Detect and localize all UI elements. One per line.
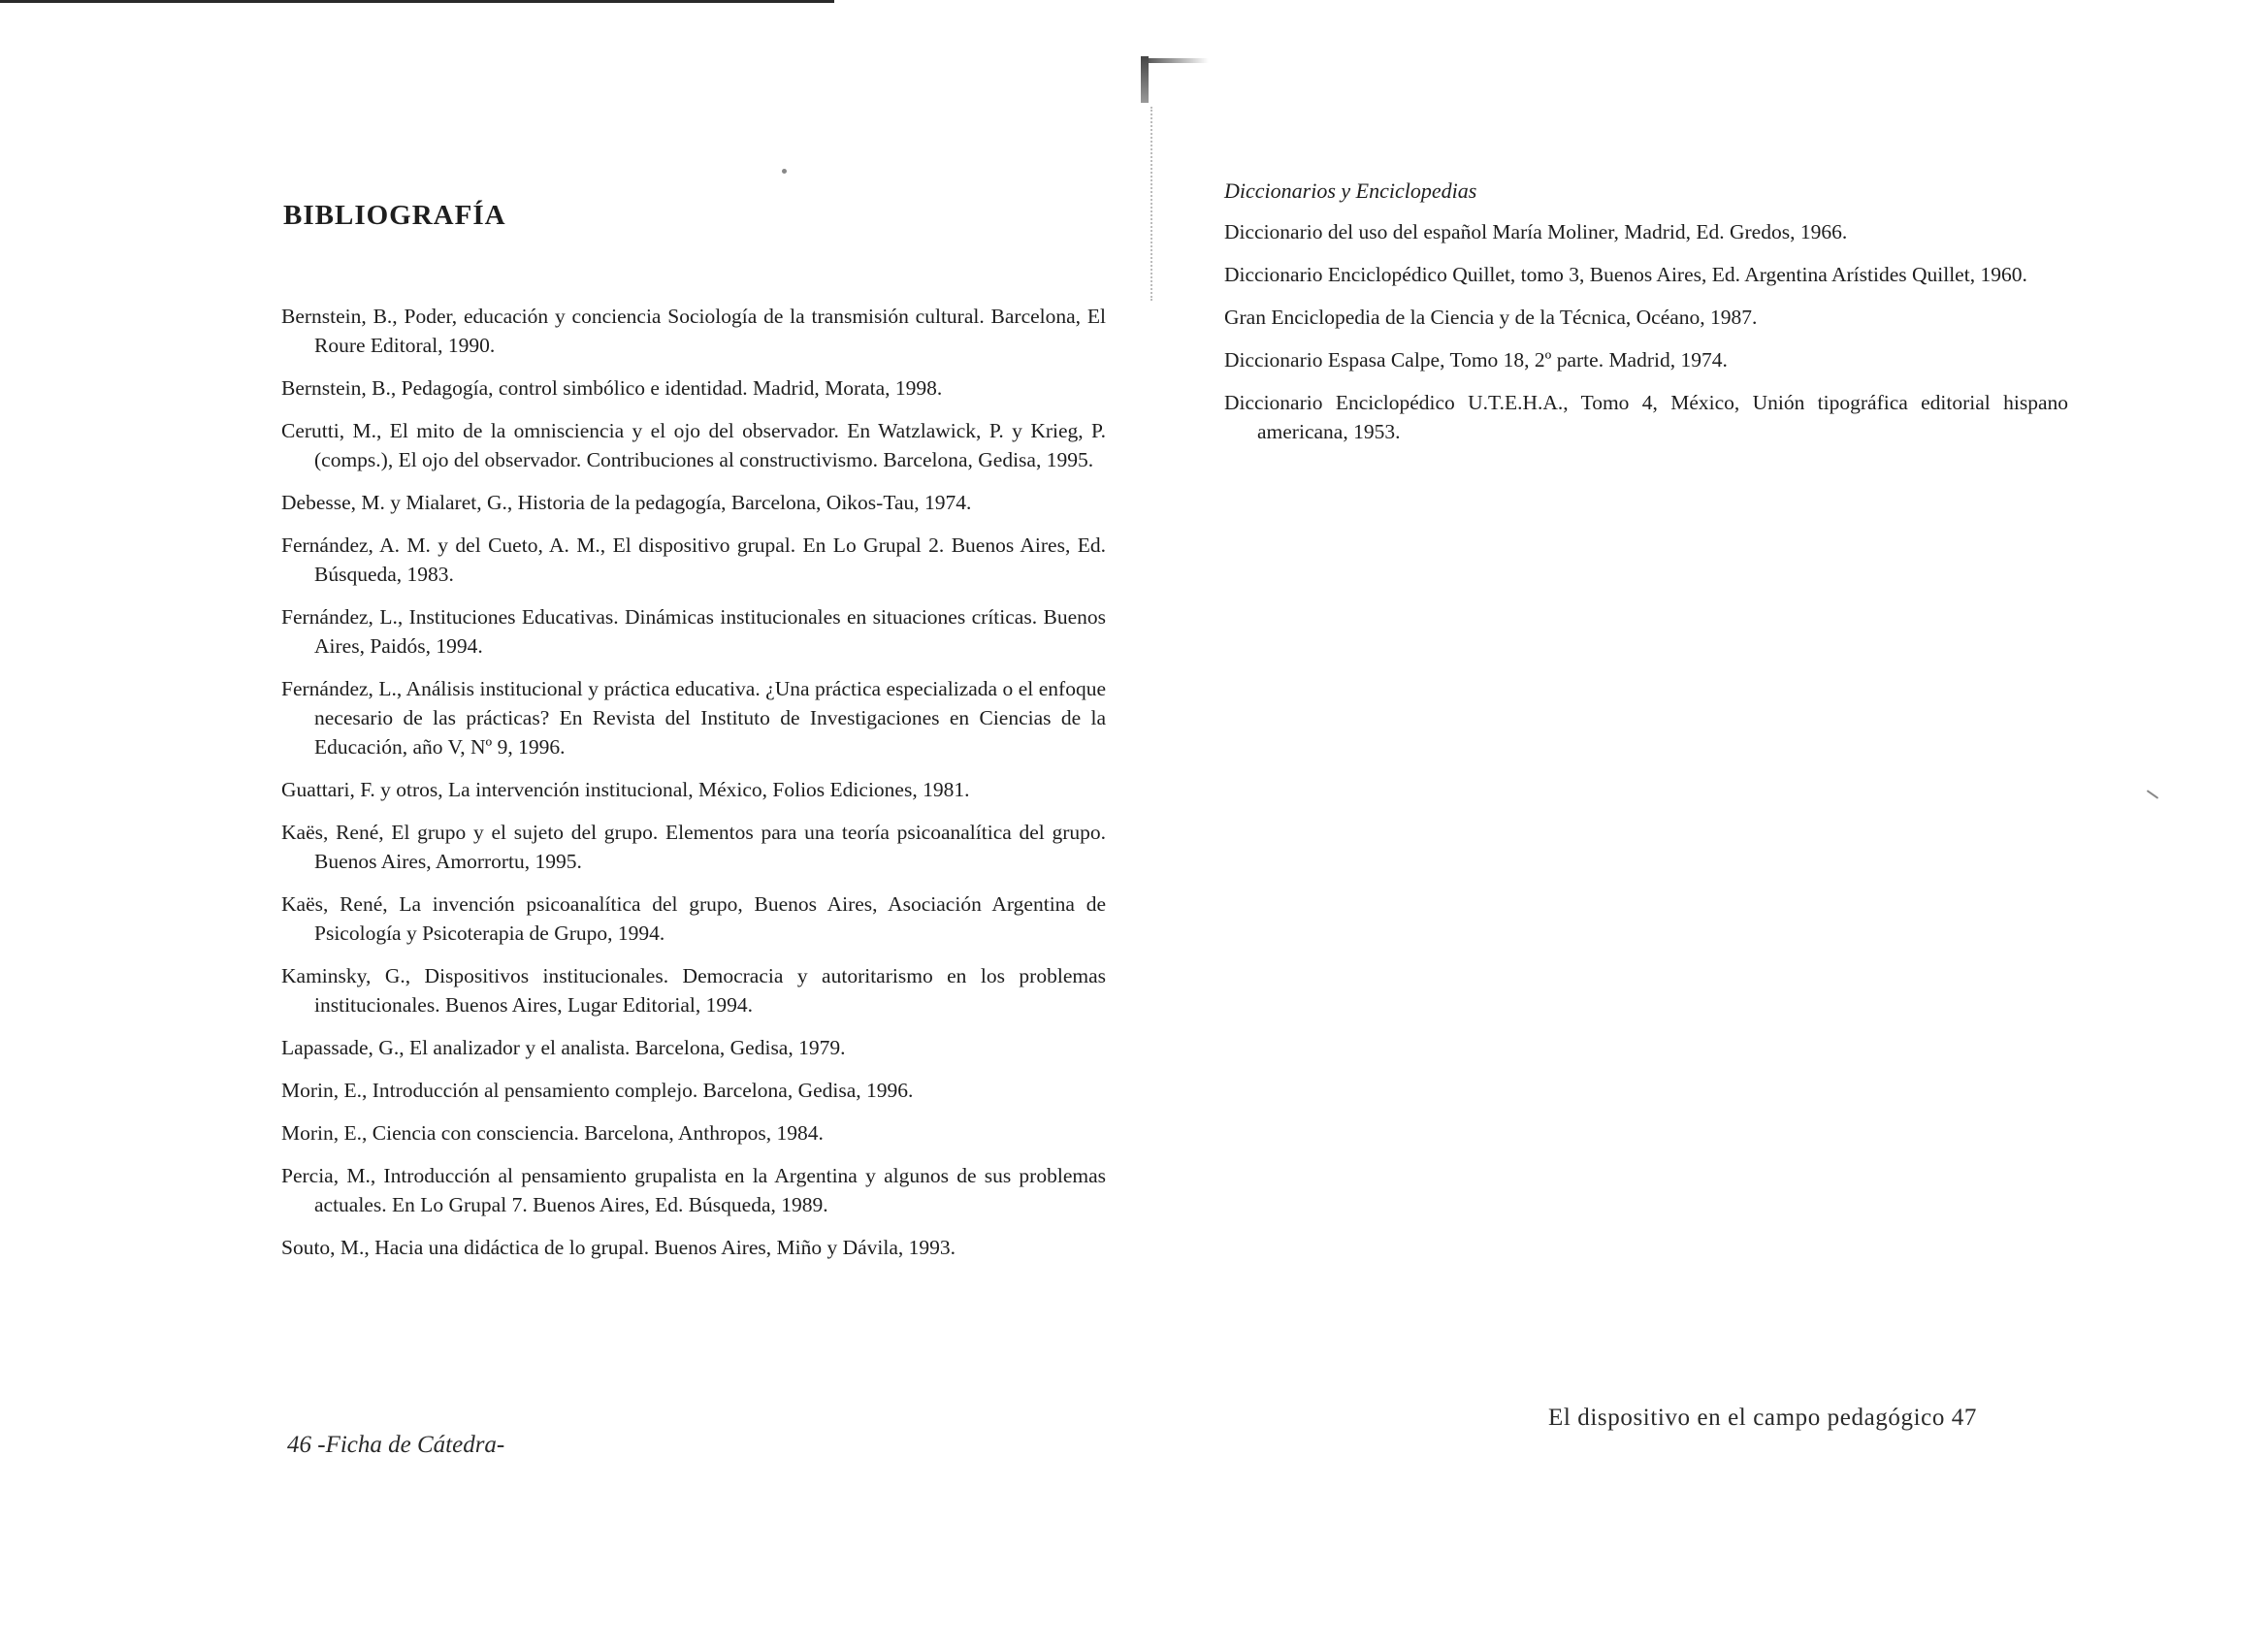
reference-item: Gran Enciclopedia de la Ciencia y de la Técnica, Océano, 1987.: [1224, 306, 1758, 329]
gutter-shadow: [1141, 56, 1149, 103]
dictionary-list: [1224, 217, 2068, 446]
reference-item: Bernstein, B., Poder, educación y conciencia Sociología de la transmisión cultural. Barcelona, El Roure Editoral, 1990.: [281, 305, 1106, 357]
section-subheading: Diccionarios y Enciclopedias: [1224, 178, 1477, 203]
gutter-dots: [1150, 107, 1154, 301]
reference-item: Kaës, René, El grupo y el sujeto del grupo. Elementos para una teoría psicoanalítica del grupo. Buenos Aires, Amorrortu, 1995.: [281, 821, 1106, 873]
right-page-footer: El dispositivo en el campo pedagógico 47: [1548, 1405, 1977, 1431]
page-heading: BIBLIOGRAFÍA: [283, 200, 506, 231]
reference-item: Fernández, L., Instituciones Educativas. Dinámicas institucionales en situaciones críticas. Buenos Aires, Paidós, 1994.: [281, 605, 1106, 658]
scan-speck: [782, 169, 787, 174]
reference-item: Diccionario del uso del español María Moliner, Madrid, Ed. Gredos, 1966.: [1224, 220, 1848, 243]
reference-item: Lapassade, G., El analizador y el analista. Barcelona, Gedisa, 1979.: [281, 1036, 846, 1059]
reference-item: Kaës, René, La invención psicoanalítica del grupo, Buenos Aires, Asociación Argentina de Psicología y Psicoterapia de Grupo, 1994.: [281, 892, 1106, 945]
reference-item: Kaminsky, G., Dispositivos institucionales. Democracia y autoritarismo en los problemas institucionales. Buenos Aires, Lugar Editorial, 1994.: [281, 964, 1106, 1017]
scan-edge-line: [0, 0, 834, 3]
reference-item: Diccionario Espasa Calpe, Tomo 18, 2º parte. Madrid, 1974.: [1224, 348, 1728, 372]
reference-item: Morin, E., Ciencia con consciencia. Barcelona, Anthropos, 1984.: [281, 1121, 824, 1145]
reference-item: Percia, M., Introducción al pensamiento grupalista en la Argentina y algunos de sus problemas actuales. En Lo Grupal 7. Buenos Aires, Ed. Búsqueda, 1989.: [281, 1164, 1106, 1216]
right-page: [1224, 175, 2068, 460]
reference-item: Bernstein, B., Pedagogía, control simbólico e identidad. Madrid, Morata, 1998.: [281, 376, 943, 400]
left-page-footer: 46 -Ficha de Cátedra-: [287, 1432, 505, 1458]
left-page: [281, 194, 1106, 1276]
reference-list: [281, 302, 1106, 1262]
reference-item: Fernández, A. M. y del Cueto, A. M., El dispositivo grupal. En Lo Grupal 2. Buenos Aires, Ed. Búsqueda, 1983.: [281, 534, 1106, 586]
reference-item: Debesse, M. y Mialaret, G., Historia de la pedagogía, Barcelona, Oikos-Tau, 1974.: [281, 491, 972, 514]
scan-speck: [2147, 790, 2159, 799]
reference-item: Diccionario Enciclopédico U.T.E.H.A., Tomo 4, México, Unión tipográfica editorial hispano americana, 1953.: [1224, 391, 2068, 443]
reference-item: Guattari, F. y otros, La intervención institucional, México, Folios Ediciones, 1981.: [281, 778, 970, 801]
gutter-shadow-top: [1141, 58, 1209, 63]
reference-item: Cerutti, M., El mito de la omnisciencia y el ojo del observador. En Watzlawick, P. y Krieg, P. (comps.), El ojo del observador. Contribuciones al constructivismo. Barcelona, Gedisa, 1995.: [281, 419, 1106, 471]
reference-item: Diccionario Enciclopédico Quillet, tomo 3, Buenos Aires, Ed. Argentina Arístides Quillet, 1960.: [1224, 263, 2027, 286]
reference-item: Morin, E., Introducción al pensamiento complejo. Barcelona, Gedisa, 1996.: [281, 1079, 914, 1102]
reference-item: Fernández, L., Análisis institucional y práctica educativa. ¿Una práctica especializada o el enfoque necesario de las prácticas? En Revista del Instituto de Investigaciones en Ciencias de la Educación, año V, Nº 9, 1996.: [281, 677, 1106, 759]
reference-item: Souto, M., Hacia una didáctica de lo grupal. Buenos Aires, Miño y Dávila, 1993.: [281, 1236, 956, 1259]
